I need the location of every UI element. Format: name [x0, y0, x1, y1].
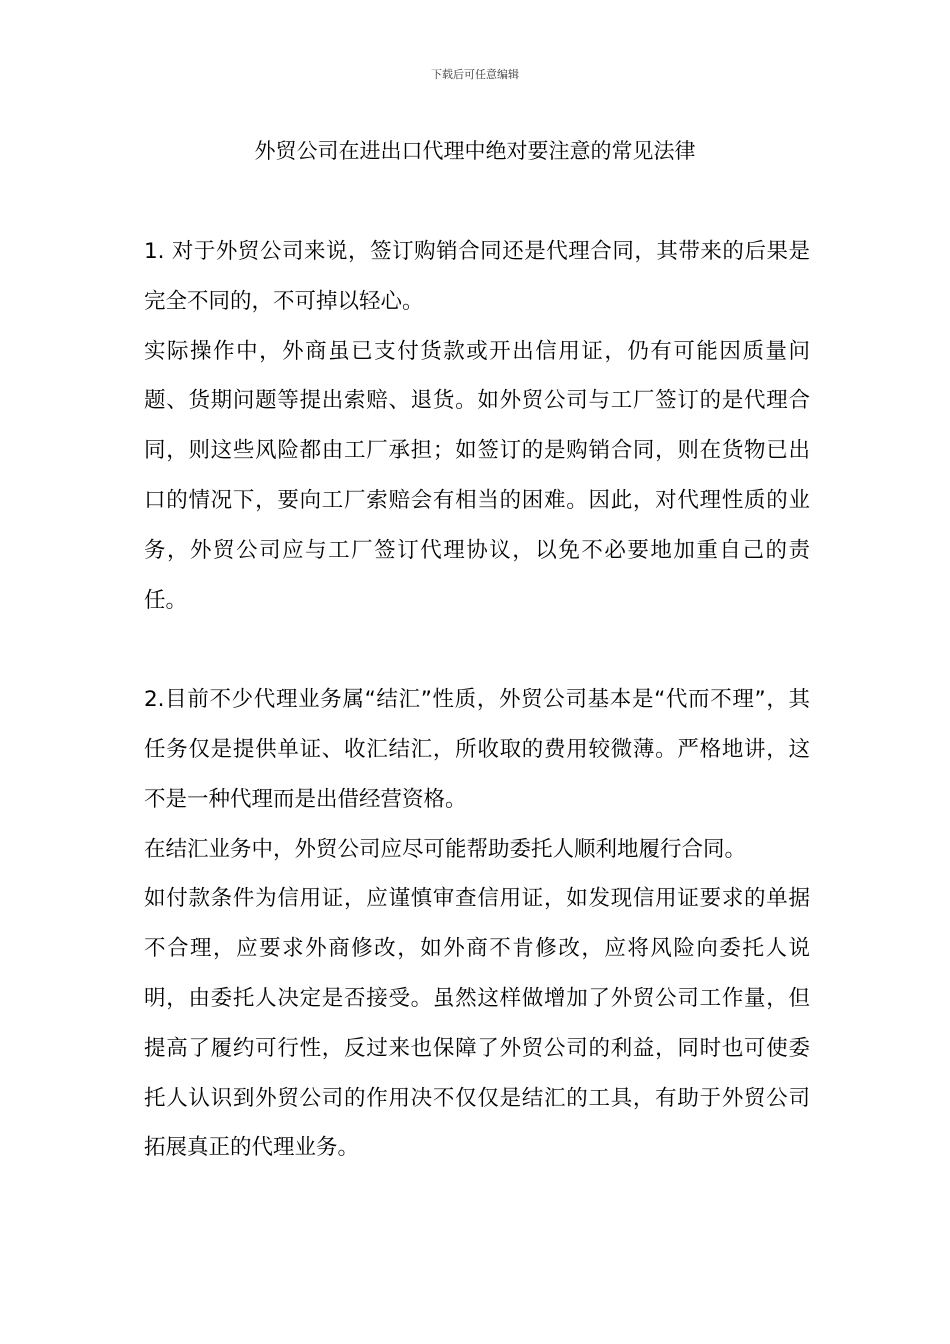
header-note: 下载后可任意编辑	[431, 68, 519, 81]
document-body	[144, 227, 810, 1173]
document-title: 外贸公司在进出口代理中绝对要注意的常见法律	[254, 139, 696, 163]
paragraph-5: 如付款条件为信用证，应谨慎审查信用证，如发现信用证要求的单据不合理，应要求外商修改，如外商不肯修改，应将风险向委托人说明，由委托人决定是否接受。虽然这样做增加了外贸公司工作量，但提高了履约可行性，反过来也保障了外贸公司的利益，同时也可使委托人认识到外贸公司的作用决不仅仅是结汇的工具，有助于外贸公司拓展真正的代理业务。	[144, 886, 810, 1161]
paragraph-3: 2.目前不少代理业务属“结汇”性质，外贸公司基本是“代而不理”，其任务仅是提供单证、收汇结汇，所收取的费用较微薄。严格地讲，这不是一种代理而是出借经营资格。	[144, 687, 810, 812]
paragraph-spacer	[144, 625, 810, 675]
paragraph-4: 在结汇业务中，外贸公司应尽可能帮助委托人顺利地履行合同。	[144, 836, 747, 862]
paragraph-2: 实际操作中，外商虽已支付货款或开出信用证，仍有可能因质量问题、货期问题等提出索赔、退货。如外贸公司与工厂签订的是代理合同，则这些风险都由工厂承担；如签订的是购销合同，则在货物已出口的情况下，要向工厂索赔会有相当的困难。因此，对代理性质的业务，外贸公司应与工厂签订代理协议，以免不必要地加重自己的责任。	[144, 338, 810, 613]
paragraph-1: 1. 对于外贸公司来说，签订购销合同还是代理合同，其带来的后果是完全不同的，不可掉以轻心。	[144, 239, 810, 314]
